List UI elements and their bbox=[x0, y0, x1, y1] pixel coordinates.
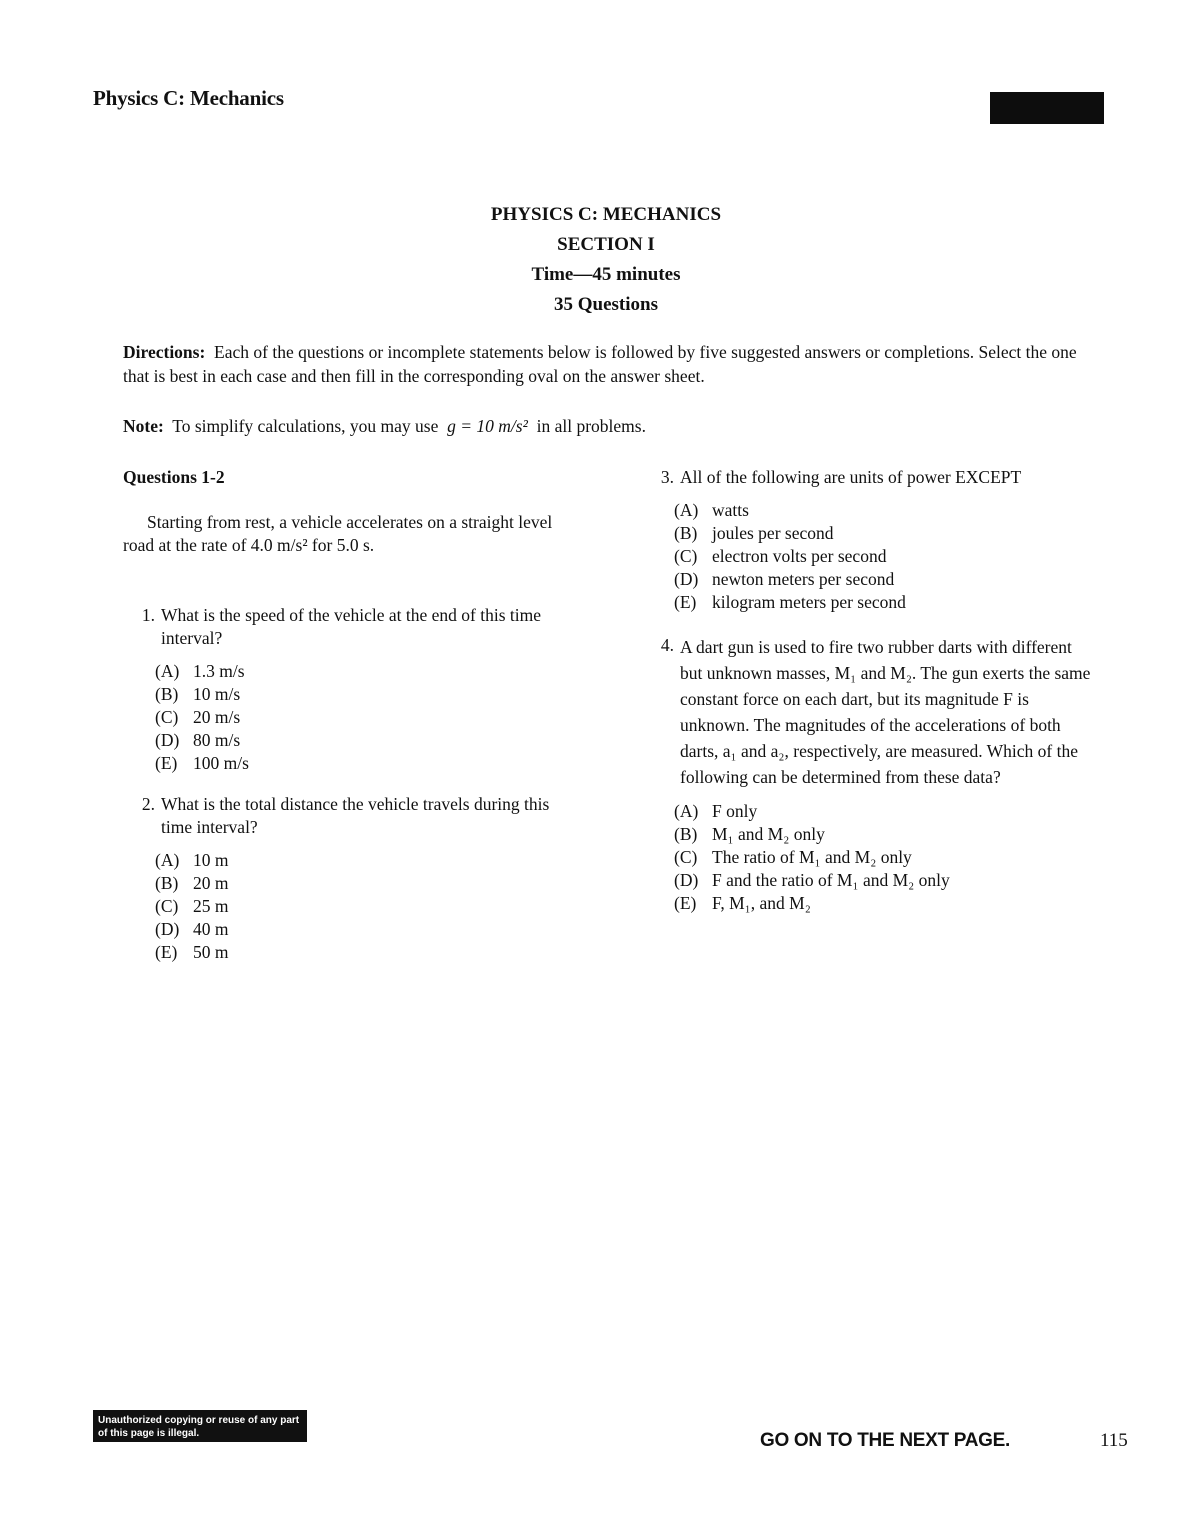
option-text: M₁ and M₂ only bbox=[712, 824, 825, 844]
option-text: The ratio of M₁ and M₂ only bbox=[712, 847, 912, 867]
question-number: 3. bbox=[660, 467, 674, 487]
question-text: What is the total distance the vehicle travels during this time interval? bbox=[161, 794, 550, 837]
note-text-after: in all problems. bbox=[536, 416, 646, 436]
left-column bbox=[123, 466, 583, 982]
question-text: What is the speed of the vehicle at the end of this time interval? bbox=[161, 605, 542, 648]
answer-options bbox=[674, 499, 1092, 614]
answer-option bbox=[155, 849, 583, 872]
answer-option bbox=[155, 941, 583, 964]
answer-option bbox=[674, 892, 1092, 915]
option-text: 80 m/s bbox=[193, 730, 241, 750]
directions-text: Each of the questions or incomplete statements below is followed by five suggested answers or completions. Select the one that is best in each case and then fill in the corresponding oval on the answer sheet. bbox=[123, 342, 1077, 386]
answer-option bbox=[155, 706, 583, 729]
directions bbox=[123, 340, 1083, 388]
answer-option bbox=[155, 729, 583, 752]
option-letter: (D) bbox=[155, 919, 180, 939]
running-head: Physics C: Mechanics bbox=[93, 86, 284, 110]
answer-option bbox=[155, 895, 583, 918]
option-text: 1.3 m/s bbox=[193, 661, 245, 681]
option-letter: (C) bbox=[155, 707, 179, 727]
note-label: Note: bbox=[123, 416, 164, 436]
option-letter: (A) bbox=[674, 801, 699, 821]
note-formula: g = 10 m/s² bbox=[447, 416, 528, 436]
option-letter: (B) bbox=[155, 684, 179, 704]
note-text-before: To simplify calculations, you may use bbox=[172, 416, 439, 436]
option-letter: (E) bbox=[155, 942, 178, 962]
answer-option bbox=[674, 499, 1092, 522]
option-text: 10 m/s bbox=[193, 684, 241, 704]
option-letter: (A) bbox=[155, 661, 180, 681]
option-text: 40 m bbox=[193, 919, 229, 939]
option-text: joules per second bbox=[712, 523, 834, 543]
answer-option bbox=[674, 568, 1092, 591]
question-group-heading: Questions 1-2 bbox=[123, 467, 225, 487]
question-number: 2. bbox=[141, 794, 155, 814]
option-text: 10 m bbox=[193, 850, 229, 870]
question-1 bbox=[123, 604, 583, 775]
answer-options bbox=[674, 800, 1092, 915]
time-limit: Time—45 minutes bbox=[531, 264, 681, 285]
question-text: All of the following are units of power EXCEPT bbox=[680, 467, 1022, 487]
option-text: 20 m bbox=[193, 873, 229, 893]
option-letter: (E) bbox=[155, 753, 178, 773]
answer-option bbox=[155, 872, 583, 895]
option-text: watts bbox=[712, 500, 749, 520]
question-2 bbox=[123, 793, 583, 964]
option-letter: (D) bbox=[674, 870, 699, 890]
answer-options bbox=[155, 849, 583, 964]
option-letter: (B) bbox=[674, 523, 698, 543]
option-text: 50 m bbox=[193, 942, 229, 962]
option-letter: (C) bbox=[674, 546, 698, 566]
answer-option bbox=[674, 545, 1092, 568]
question-group-stem: Starting from rest, a vehicle accelerates on a straight level road at the rate of 4.0 m/s² for 5.0 s. bbox=[123, 512, 553, 555]
answer-options bbox=[155, 660, 583, 775]
option-letter: (D) bbox=[155, 730, 180, 750]
section-tab-box bbox=[990, 92, 1104, 124]
option-text: 100 m/s bbox=[193, 753, 249, 773]
option-text: F only bbox=[712, 801, 758, 821]
option-letter: (C) bbox=[155, 896, 179, 916]
answer-option bbox=[155, 918, 583, 941]
answer-option bbox=[674, 869, 1092, 892]
option-text: newton meters per second bbox=[712, 569, 895, 589]
section-title-block bbox=[0, 200, 1200, 320]
option-text: F, M₁, and M₂ bbox=[712, 893, 811, 913]
option-text: 20 m/s bbox=[193, 707, 241, 727]
question-count: 35 Questions bbox=[554, 294, 658, 315]
page-number: 115 bbox=[1100, 1430, 1128, 1451]
option-text: F and the ratio of M₁ and M₂ only bbox=[712, 870, 950, 890]
answer-option bbox=[674, 823, 1092, 846]
section-number: SECTION I bbox=[557, 234, 655, 255]
section-title: PHYSICS C: MECHANICS bbox=[490, 204, 722, 225]
answer-option bbox=[674, 591, 1092, 614]
copyright-notice: Unauthorized copying or reuse of any part of this page is illegal. bbox=[93, 1410, 307, 1442]
next-page-instruction: GO ON TO THE NEXT PAGE. bbox=[760, 1430, 1010, 1451]
answer-option bbox=[155, 683, 583, 706]
answer-option bbox=[674, 800, 1092, 823]
option-letter: (D) bbox=[674, 569, 699, 589]
question-4 bbox=[642, 634, 1092, 915]
option-letter: (E) bbox=[674, 893, 697, 913]
question-number: 4. bbox=[660, 635, 674, 655]
right-column bbox=[642, 466, 1092, 935]
option-letter: (E) bbox=[674, 592, 697, 612]
answer-option bbox=[674, 846, 1092, 869]
answer-option bbox=[155, 752, 583, 775]
option-letter: (B) bbox=[674, 824, 698, 844]
question-number: 1. bbox=[141, 605, 155, 625]
option-letter: (B) bbox=[155, 873, 179, 893]
option-text: 25 m bbox=[193, 896, 229, 916]
answer-option bbox=[674, 522, 1092, 545]
question-3 bbox=[642, 466, 1092, 614]
question-text: A dart gun is used to fire two rubber darts with different but unknown masses, M₁ and M₂. The gun exerts the same constant force on each dart, but its magnitude F is unknown. The magnitudes of the accelerations of both darts, a₁ and a₂, respectively, are measured. Which of the following can be determined from these data? bbox=[680, 637, 1091, 787]
option-letter: (C) bbox=[674, 847, 698, 867]
directions-label: Directions: bbox=[123, 342, 206, 362]
note bbox=[123, 414, 1083, 438]
option-text: kilogram meters per second bbox=[712, 592, 906, 612]
answer-option bbox=[155, 660, 583, 683]
option-letter: (A) bbox=[674, 500, 699, 520]
option-text: electron volts per second bbox=[712, 546, 887, 566]
option-letter: (A) bbox=[155, 850, 180, 870]
